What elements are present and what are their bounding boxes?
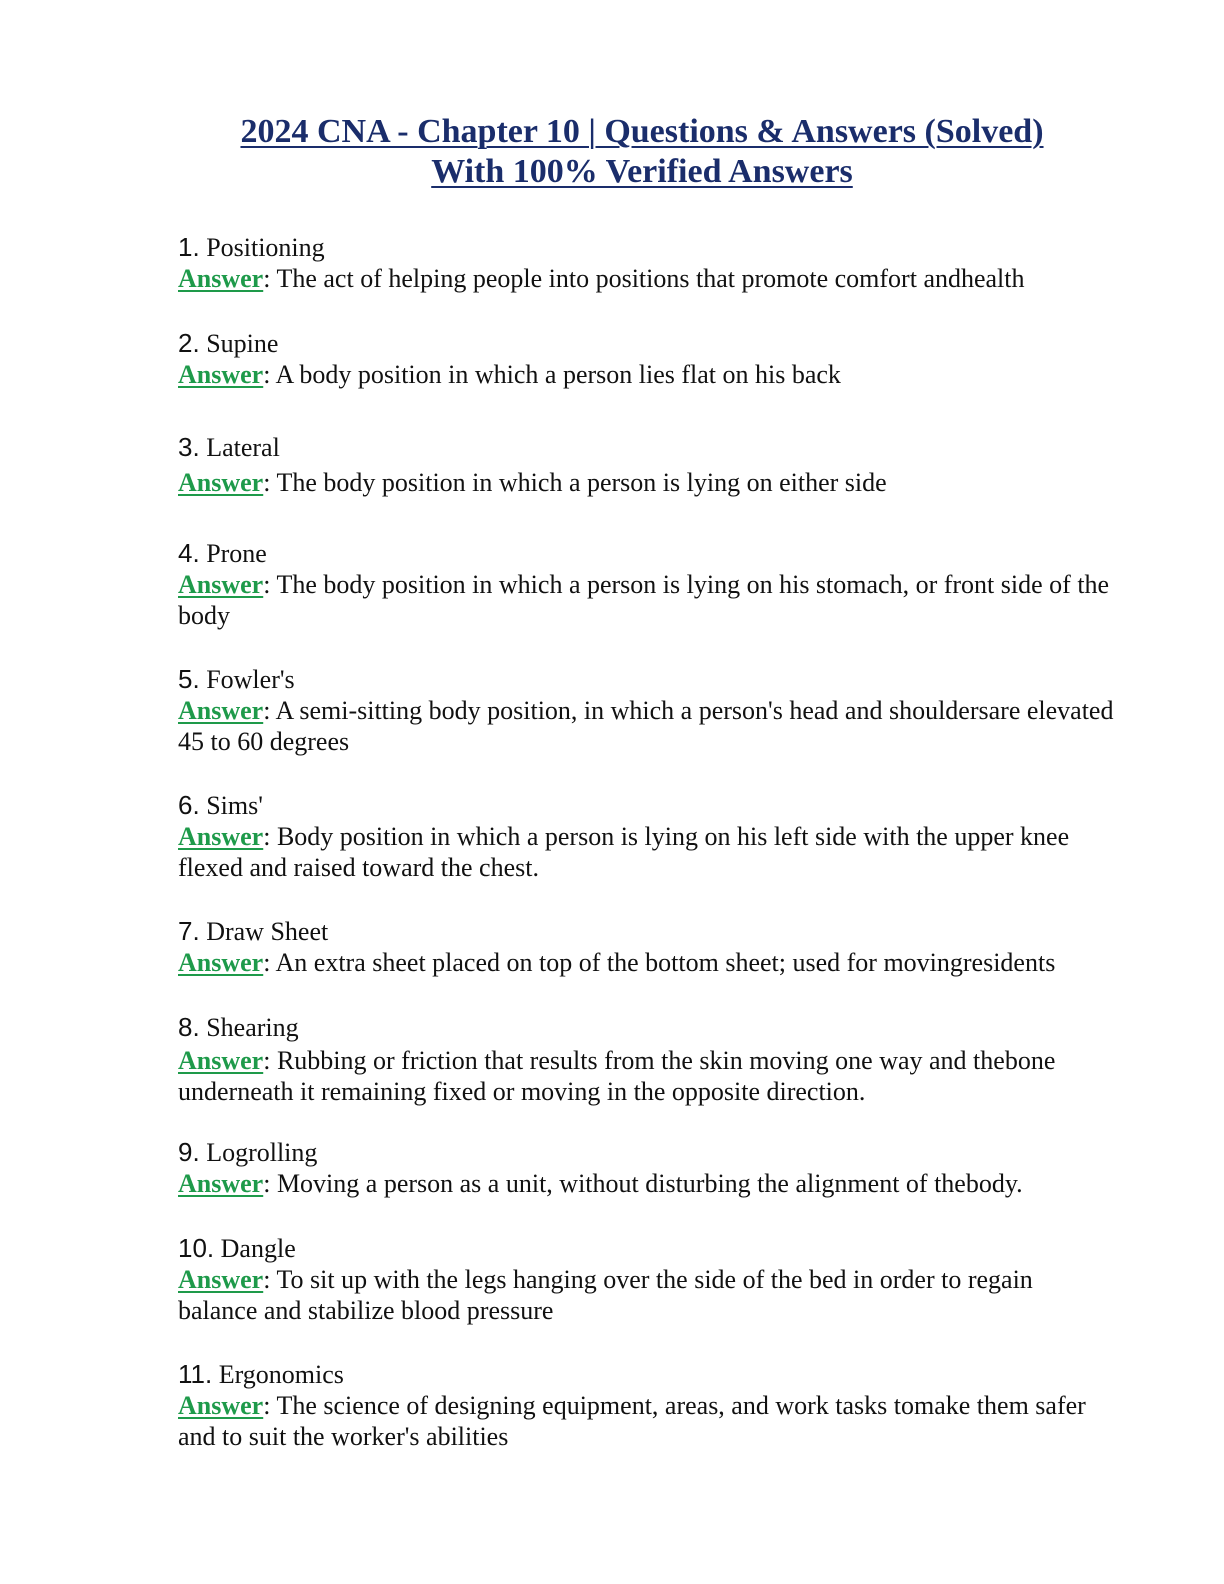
question (178, 916, 1118, 947)
question-number: 7. (178, 916, 200, 946)
question (178, 328, 1118, 359)
question-term: Logrolling (206, 1138, 318, 1167)
qa-item (178, 328, 1118, 390)
answer-label: Answer (178, 570, 264, 599)
answer (178, 467, 1118, 498)
question-number: 3. (178, 432, 200, 462)
question-term: Supine (206, 329, 279, 358)
answer (178, 821, 1118, 883)
qa-item (178, 1233, 1118, 1326)
question-term: Ergonomics (218, 1360, 344, 1389)
answer (178, 1390, 1118, 1452)
question-number: 6. (178, 790, 200, 820)
question-number: 8. (178, 1012, 200, 1042)
answer-label: Answer (178, 948, 264, 977)
question-number: 5. (178, 664, 200, 694)
qa-item (178, 664, 1118, 757)
question-number: 9. (178, 1137, 200, 1167)
answer-label: Answer (178, 822, 264, 851)
document-title (0, 112, 1224, 192)
question-number: 2. (178, 328, 200, 358)
question-term: Shearing (206, 1013, 299, 1042)
title-line-2: With 100% Verified Answers (431, 153, 853, 190)
answer-label: Answer (178, 264, 264, 293)
answer-label: Answer (178, 1265, 264, 1294)
qa-item (178, 1359, 1118, 1452)
question (178, 790, 1118, 821)
qa-item (178, 538, 1118, 631)
question (178, 432, 1118, 463)
answer (178, 359, 1118, 390)
qa-item (178, 1137, 1118, 1199)
question-term: Draw Sheet (206, 917, 329, 946)
question (178, 1359, 1118, 1390)
question-number: 10. (178, 1233, 215, 1263)
question-term: Fowler's (206, 665, 295, 694)
answer-text: : To sit up with the legs hanging over the side of the bed in order to regain balance and stabilize blood pressure (178, 1265, 1033, 1325)
answer-text: : The body position in which a person is lying on either side (263, 468, 887, 497)
answer (178, 1045, 1118, 1107)
answer-label: Answer (178, 360, 264, 389)
question (178, 1233, 1118, 1264)
question-term: Dangle (220, 1234, 296, 1263)
answer-label: Answer (178, 468, 264, 497)
question (178, 538, 1118, 569)
answer-text: : Moving a person as a unit, without disturbing the alignment of thebody. (263, 1169, 1023, 1198)
answer (178, 695, 1118, 757)
question (178, 1137, 1118, 1168)
answer (178, 947, 1118, 978)
answer-label: Answer (178, 1169, 264, 1198)
question (178, 232, 1118, 263)
question (178, 1012, 1118, 1043)
question-number: 4. (178, 538, 200, 568)
answer-label: Answer (178, 1391, 264, 1420)
answer (178, 1264, 1118, 1326)
answer (178, 1168, 1118, 1199)
question-number: 1. (178, 232, 200, 262)
question-term: Lateral (206, 433, 280, 462)
question-term: Sims' (206, 791, 263, 820)
qa-item (178, 1012, 1118, 1107)
question-number: 11. (178, 1359, 213, 1389)
qa-item (178, 790, 1118, 883)
answer-label: Answer (178, 696, 264, 725)
answer (178, 263, 1118, 294)
answer (178, 569, 1118, 631)
answer-text: : The body position in which a person is lying on his stomach, or front side of the body (178, 570, 1110, 630)
answer-text: : Rubbing or friction that results from the skin moving one way and thebone underneath it remaining fixed or moving in the opposite direction. (178, 1046, 1056, 1106)
qa-item (178, 916, 1118, 978)
title-line-1: 2024 CNA - Chapter 10 | Questions & Answers (Solved) (240, 113, 1044, 150)
answer-text: : The act of helping people into positions that promote comfort andhealth (263, 264, 1025, 293)
answer-text: : The science of designing equipment, areas, and work tasks tomake them safer and to suit the worker's abilities (178, 1391, 1086, 1451)
question (178, 664, 1118, 695)
answer-text: : A body position in which a person lies flat on his back (263, 360, 841, 389)
answer-text: : Body position in which a person is lying on his left side with the upper knee flexed and raised toward the chest. (178, 822, 1070, 882)
qa-item (178, 432, 1118, 498)
question-term: Positioning (206, 233, 325, 262)
answer-text: : An extra sheet placed on top of the bottom sheet; used for movingresidents (263, 948, 1056, 977)
question-term: Prone (206, 539, 267, 568)
answer-label: Answer (178, 1046, 264, 1075)
answer-text: : A semi-sitting body position, in which a person's head and shouldersare elevated 45 to 60 degrees (178, 696, 1114, 756)
qa-item (178, 232, 1118, 294)
